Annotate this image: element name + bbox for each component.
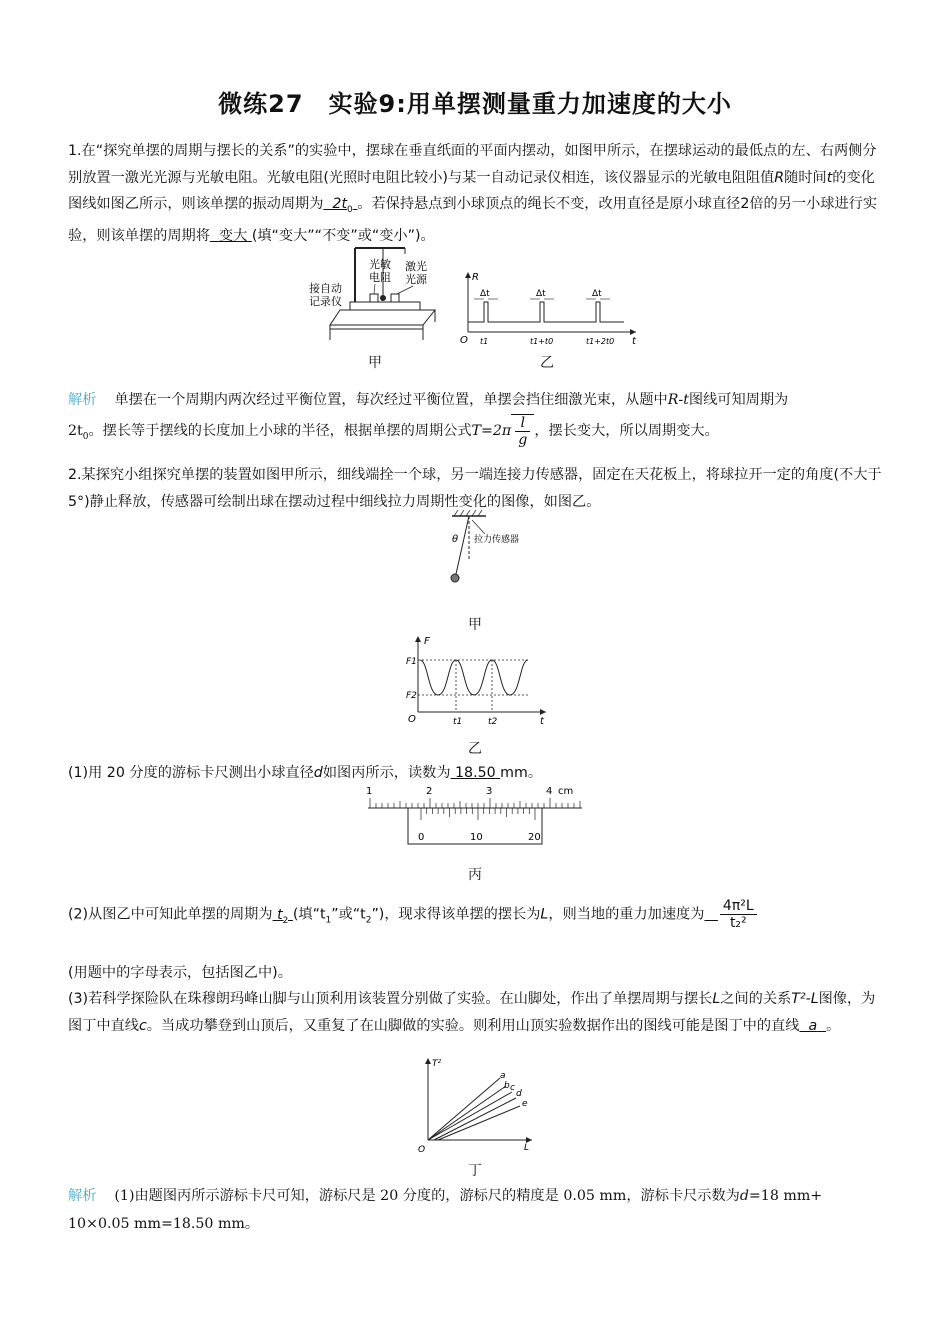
svg-text:t: t xyxy=(632,336,636,347)
svg-text:F2: F2 xyxy=(406,691,417,701)
figure-2b-caption: 乙 xyxy=(468,741,482,757)
svg-text:cm: cm xyxy=(558,786,574,797)
svg-text:1: 1 xyxy=(366,786,373,797)
svg-text:b: b xyxy=(504,1081,510,1091)
answer-blank-5 xyxy=(704,907,718,923)
svg-text:Δt: Δt xyxy=(480,289,490,299)
figure-2d-caption: 丁 xyxy=(468,1163,482,1179)
question-2-part-3: (3)若科学探险队在珠穆朗玛峰山脚与山顶利用该装置分别做了实验。在山脚处，作出了单摆周期与摆长L之间的关系T²-L图像，为图丁中直线c。当成功攀登到山顶后，又重复了在山脚做的实验。则利用山顶实验数据作出的图线可能是图丁中的直线 a 。 xyxy=(68,991,876,1034)
svg-text:O: O xyxy=(408,714,416,725)
answer-blank-2: 变大 xyxy=(218,228,248,245)
svg-text:拉力传感器: 拉力传感器 xyxy=(474,535,520,545)
svg-text:Δt: Δt xyxy=(536,289,546,299)
figure-2b-f-t-graph xyxy=(398,632,553,728)
analysis-2: 解析 (1)由题图丙所示游标卡尺可知，游标尺是 20 分度的，游标尺的精度是 0.05 mm，游标卡尺示数为d=18 mm+ 10×0.05 mm=18.50 mm。 xyxy=(68,1188,823,1232)
svg-text:电阻: 电阻 xyxy=(369,271,391,284)
svg-text:2: 2 xyxy=(426,786,433,797)
figure-2c-vernier-caliper xyxy=(362,782,588,848)
question-2-part-1: (1)用 20 分度的游标卡尺测出小球直径d如图丙所示，读数为 18.50 mm。 xyxy=(68,765,543,781)
figure-1a-apparatus xyxy=(305,240,445,346)
analysis-1: 解析 单摆在一个周期内两次经过平衡位置，每次经过平衡位置，单摆会挡住细激光束，从题中R-t图线可知周期为 $2t_0$。摆长等于摆线的长度加上小球的半径，根据单摆的周期公式T=2π $\frac{l}{g}$ ，摆长变大，所以周期变大。 xyxy=(68,392,789,448)
figure-1b-caption: 乙 xyxy=(540,355,554,371)
svg-text:L: L xyxy=(524,1143,530,1153)
answer-blank-3: 18.50 xyxy=(455,765,496,781)
svg-text:O: O xyxy=(418,1145,426,1155)
svg-text:Δt: Δt xyxy=(592,289,602,299)
question-2-part-2-note: (用题中的字母表示，包括图乙中)。 xyxy=(68,965,292,981)
svg-text:3: 3 xyxy=(486,786,493,797)
svg-text:光源: 光源 xyxy=(405,273,427,286)
figure-1b-r-t-graph xyxy=(458,268,643,350)
figure-1a-caption: 甲 xyxy=(368,355,382,371)
answer-blank-4: $t_2$ xyxy=(277,906,289,926)
svg-text:接自动: 接自动 xyxy=(309,282,342,295)
svg-text:t1: t1 xyxy=(480,337,489,346)
figure-2c-caption: 丙 xyxy=(468,867,482,883)
svg-text:t1+t0: t1+t0 xyxy=(530,337,554,346)
answer-formula: $\frac{\text{4π²L}}{\text{t₂²}}$ xyxy=(720,898,757,931)
answer-blank-1: $2t_0$ xyxy=(332,196,353,215)
figure-2a-caption: 甲 xyxy=(468,617,482,633)
svg-text:F: F xyxy=(424,636,430,647)
svg-text:T²: T² xyxy=(432,1059,442,1069)
question-2-part-2: (2)从图乙中可知此单摆的周期为 $t_2$ (填“$t_1$”或“$t_2$”)，现求得该单摆的摆长为L，则当地的重力加速度为 $\frac{\text{4π²L}}{\text{t₂²}}$ xyxy=(68,898,888,935)
svg-text:光敏: 光敏 xyxy=(369,258,391,271)
svg-text:20: 20 xyxy=(528,832,541,843)
svg-text:t1+2t0: t1+2t0 xyxy=(586,337,615,346)
svg-text:O: O xyxy=(460,335,468,346)
svg-text:激光: 激光 xyxy=(405,260,427,273)
question-2-intro: 2.某探究小组探究单摆的装置如图甲所示，细线端拴一个球，另一端连接力传感器，固定在天花板上，将球拉开一定的角度(不大于 5°)静止释放，传感器可绘制出球在摆动过程中细线拉力周期性变化的图像，如图乙。 xyxy=(68,467,882,510)
question-1: 1.在“探究单摆的周期与摆长的关系”的实验中，摆球在垂直纸面的平面内摆动，如图甲所示，在摆球运动的最低点的左、右两侧分别放置一激光光源与光敏电阻。光敏电阻(光照时电阻比较小)与某一自动记录仪相连，该仪器显示的光敏电阻阻值R随时间t的变化图线如图乙所示，则该单摆的振动周期为 $2t_0$ 。若保持悬点到小球顶点的绳长不变，改用直径是原小球直径2倍的另一小球进行实验，则该单摆的周期将 变大 (填“变大”“不变”或“变小”)。 xyxy=(68,143,878,245)
svg-text:F1: F1 xyxy=(406,657,417,667)
svg-text:4: 4 xyxy=(546,786,553,797)
svg-text:θ: θ xyxy=(452,534,459,545)
svg-text:a: a xyxy=(500,1071,506,1081)
svg-text:t1: t1 xyxy=(453,717,463,727)
svg-text:d: d xyxy=(516,1089,522,1099)
svg-text:c: c xyxy=(510,1083,515,1093)
figure-2d-t2-l-graph xyxy=(412,1056,542,1156)
svg-text:t: t xyxy=(540,716,544,727)
page-title: 微练27 实验9:用单摆测量重力加速度的大小 xyxy=(218,90,732,118)
svg-text:10: 10 xyxy=(470,832,483,843)
answer-blank-6: a xyxy=(808,1017,818,1034)
svg-text:记录仪: 记录仪 xyxy=(309,295,342,308)
svg-text:R: R xyxy=(472,272,479,283)
svg-text:t2: t2 xyxy=(488,717,498,727)
svg-text:e: e xyxy=(522,1099,528,1109)
figure-2a-pendulum xyxy=(440,510,550,590)
svg-text:0: 0 xyxy=(418,832,425,843)
